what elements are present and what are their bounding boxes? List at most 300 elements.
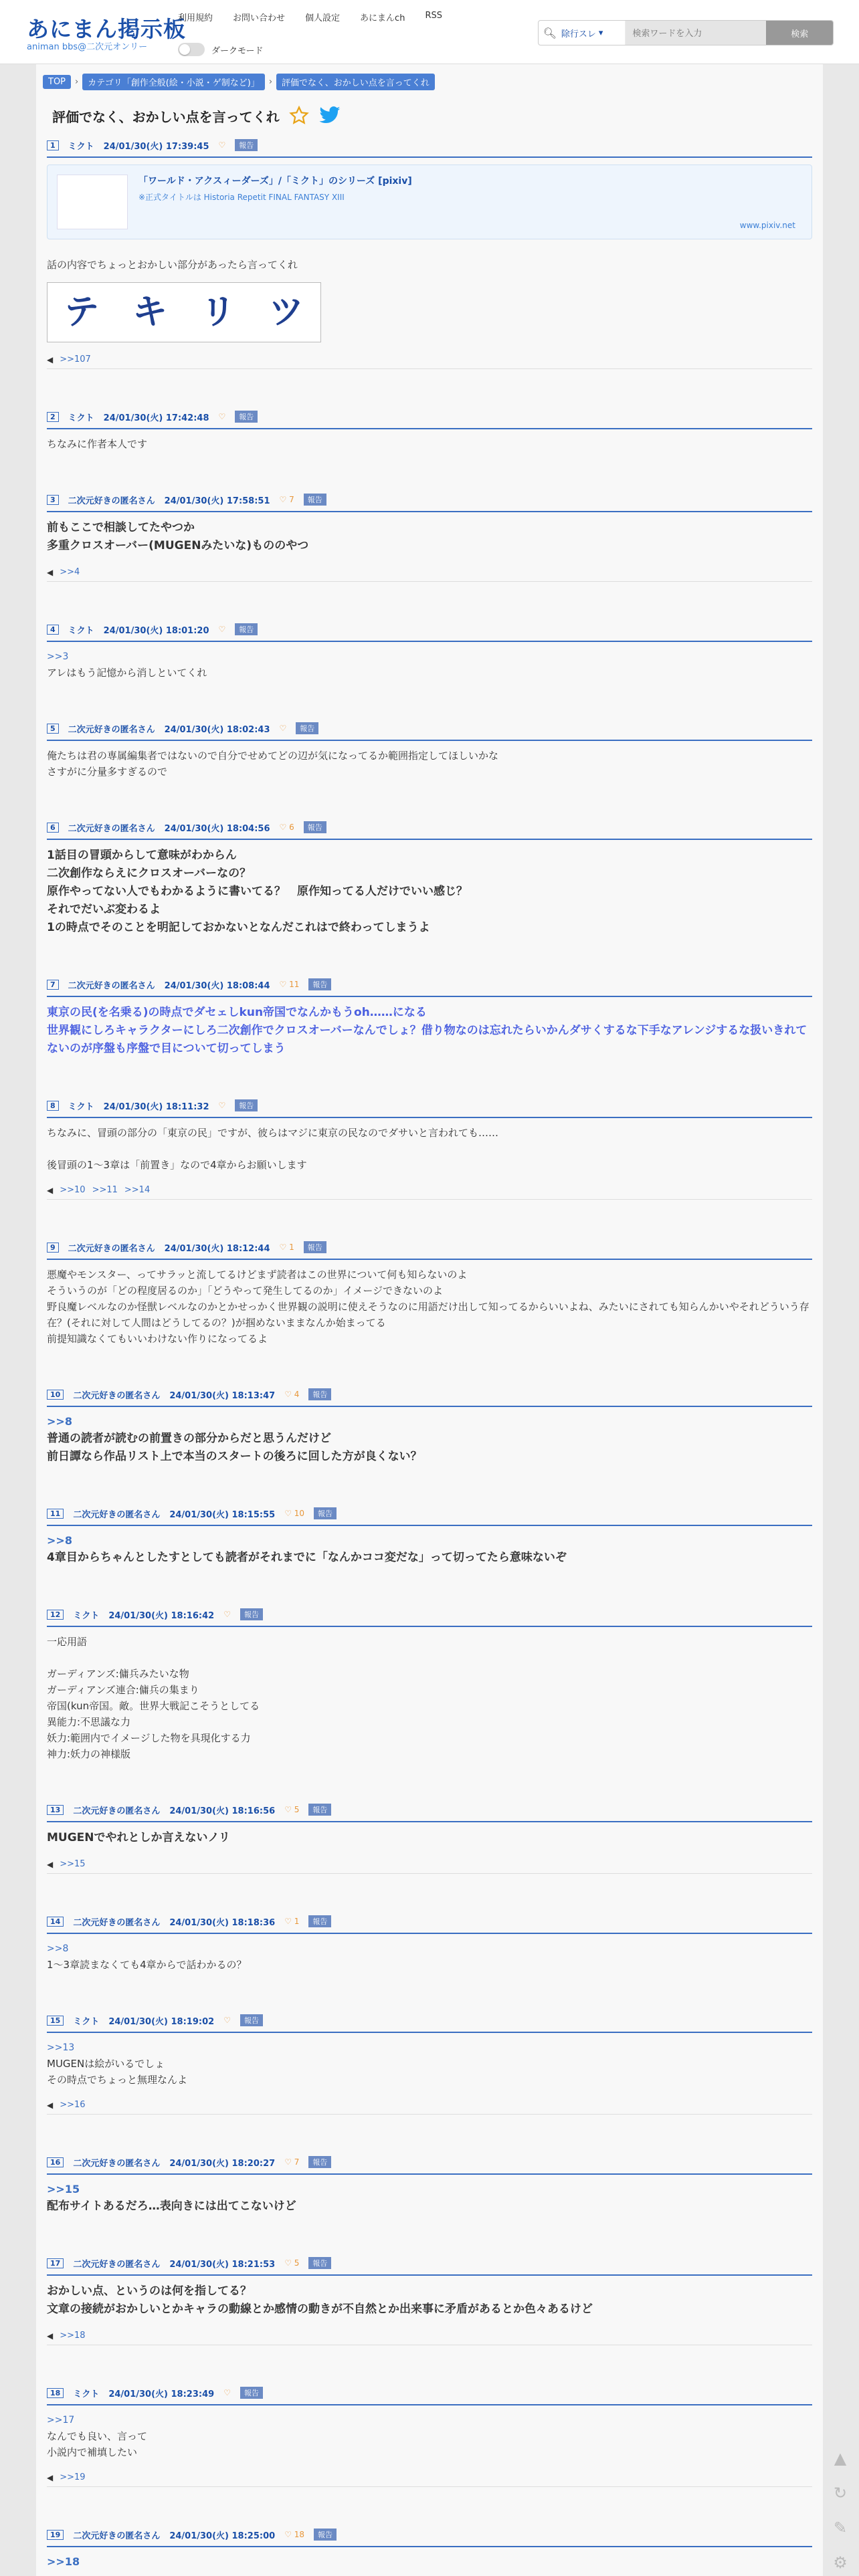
post-text-line: それでだいぶ変わるよ	[47, 903, 161, 916]
post-text-line: MUGENでやれとしか言えないノリ	[47, 1831, 230, 1844]
page-title: 評価でなく、おかしい点を言ってくれ	[52, 108, 280, 125]
post	[47, 1098, 812, 1240]
like-button[interactable]	[284, 1805, 299, 1814]
edit-icon[interactable]: ✎	[833, 2518, 848, 2537]
like-button[interactable]	[219, 1101, 226, 1110]
post-number[interactable]: 18	[47, 2388, 64, 2398]
post-number[interactable]: 17	[47, 2258, 64, 2268]
heart-icon: ♡	[284, 1390, 294, 1399]
post-header	[47, 2527, 812, 2547]
heart-icon: ♡	[284, 2157, 294, 2167]
site-header	[0, 0, 859, 64]
report-button[interactable]: 報告	[240, 2014, 263, 2026]
logo-main-text: あにまん掲示板	[27, 16, 186, 42]
post-text-line: アレはもう記憶から消しといてくれ	[47, 667, 207, 679]
post-number[interactable]: 14	[47, 1917, 64, 1927]
post-date: 24/01/30(火) 18:19:02	[108, 2016, 215, 2027]
twitter-icon[interactable]	[318, 106, 341, 125]
post	[47, 1506, 812, 1607]
reply-links	[47, 2472, 812, 2487]
reply-anchor[interactable]: >>15	[47, 2183, 80, 2195]
reply-icon: ◀	[47, 2100, 54, 2110]
like-count: 5	[294, 1805, 300, 1814]
heart-icon: ♡	[223, 1610, 231, 1619]
post-date: 24/01/30(火) 18:23:49	[108, 2389, 215, 2399]
post-number[interactable]: 5	[47, 724, 59, 734]
post-text-line: 前日譚なら作品リスト上で本当のスタートの後ろに回した方が良くない？	[47, 1450, 422, 1463]
post-author: 二次元好きの匿名さん	[73, 2158, 161, 2169]
post-body	[47, 165, 812, 342]
post-date: 24/01/30(火) 18:12:44	[164, 1243, 270, 1254]
report-button[interactable]: 報告	[304, 821, 326, 833]
post-text-line: 東京の民(を名乗る)の時点でダセェしkun帝国でなんかもうoh……になる	[47, 1006, 427, 1019]
post-text-line: 普通の読者が読むの前置きの部分からだと思うんだけど	[47, 1432, 331, 1445]
like-count: 1	[289, 1243, 294, 1252]
thread-title-row	[52, 106, 341, 126]
reply-link[interactable]: >>16	[60, 2100, 86, 2110]
post-number[interactable]: 4	[47, 625, 59, 635]
reply-link[interactable]: >>107	[60, 354, 91, 364]
post-body	[47, 2181, 812, 2216]
like-count: 1	[294, 1917, 300, 1926]
heart-icon: ♡	[218, 140, 226, 150]
post-author: 二次元好きの匿名さん	[68, 1243, 155, 1254]
post-body	[47, 847, 812, 937]
post-date: 24/01/30(火) 18:04:56	[164, 823, 270, 834]
post-number[interactable]: 11	[47, 1509, 64, 1519]
post-body	[47, 2282, 812, 2319]
heart-icon: ♡	[218, 1101, 226, 1110]
post-text-line: ちなみに作者本人です	[47, 438, 148, 450]
post-header	[47, 492, 812, 512]
report-button[interactable]: 報告	[240, 2387, 263, 2399]
post-number[interactable]: 6	[47, 823, 59, 833]
like-count: 10	[294, 1509, 305, 1518]
reply-links	[47, 354, 812, 369]
reply-links	[47, 2100, 812, 2115]
post-author: 二次元好きの匿名さん	[73, 2531, 161, 2541]
post-body	[47, 1267, 812, 1347]
post-date: 24/01/30(火) 18:02:43	[164, 724, 270, 735]
post-body	[47, 1634, 812, 1762]
dark-mode-control	[178, 43, 263, 56]
search-scope-value: 除行スレ	[561, 29, 596, 39]
like-button[interactable]	[219, 625, 226, 634]
post-text-line: 世界観にしろキャラクターにしろ二次創作でクロスオーバーなんでしょ？借り物なのは忘れたらいかんダサくするな下手なアレンジするな扱いきれてないのが序盤も序盤で目について切ってしまう	[47, 1024, 807, 1055]
like-button[interactable]	[219, 140, 226, 150]
reply-links	[47, 1185, 812, 1200]
post	[47, 492, 812, 622]
post-text-line: 一応用語	[47, 1636, 88, 1648]
reply-icon: ◀	[47, 2331, 54, 2341]
reply-icon: ◀	[47, 1859, 54, 1869]
like-count: 7	[289, 495, 294, 504]
post-body	[47, 2040, 812, 2088]
post-text-line: 前提知識なくてもいいわけない作りになってるよ	[47, 1333, 268, 1345]
reply-anchor[interactable]: >>13	[47, 2042, 75, 2053]
heart-icon: ♡	[284, 1805, 294, 1814]
report-button[interactable]: 報告	[308, 2156, 331, 2168]
dark-mode-toggle[interactable]	[178, 43, 205, 56]
post-date: 24/01/30(火) 18:25:00	[169, 2531, 276, 2541]
like-button[interactable]	[284, 2157, 299, 2167]
attached-image[interactable]	[47, 282, 321, 342]
post-body	[47, 1004, 812, 1058]
post-number[interactable]: 2	[47, 412, 59, 422]
top-nav	[178, 11, 442, 23]
reply-anchor[interactable]: >>18	[47, 2555, 80, 2568]
reply-anchor[interactable]: >>8	[47, 1415, 72, 1428]
breadcrumb-separator: ›	[75, 77, 79, 87]
search-scope-select[interactable]	[561, 27, 626, 39]
breadcrumb-category[interactable]: カテゴリ「創作全般(絵・小説・ゲ制など)」	[82, 74, 265, 90]
post-author: 二次元好きの匿名さん	[68, 823, 155, 834]
like-button[interactable]	[284, 1509, 304, 1518]
post-date: 24/01/30(火) 18:21:53	[169, 2259, 276, 2270]
like-count: 11	[289, 980, 300, 989]
post-text-line: その時点でちょっと無理なんよ	[47, 2074, 188, 2086]
post-author: 二次元好きの匿名さん	[68, 496, 155, 506]
like-count: 5	[294, 2258, 300, 2268]
report-button[interactable]: 報告	[314, 2529, 337, 2541]
post-date: 24/01/30(火) 18:11:32	[103, 1101, 209, 1112]
post-text-line: 1の時点でそのことを明記しておかないとなんだこれはで終わってしまうよ	[47, 921, 430, 934]
like-count: 7	[294, 2157, 300, 2167]
link-card[interactable]	[47, 165, 812, 239]
post-header	[47, 1387, 812, 1407]
heart-icon: ♡	[284, 1917, 294, 1926]
nav-animanch[interactable]: あにまんch	[360, 13, 405, 23]
post-text-line: 話の内容でちょっとおかしい部分があったら言ってくれ	[47, 259, 298, 271]
image-glyph: テ	[64, 292, 99, 332]
post	[47, 2013, 812, 2155]
post-author: ミクト	[68, 413, 94, 423]
image-glyph: キ	[132, 292, 167, 332]
heart-icon: ♡	[279, 980, 290, 989]
reply-link[interactable]: >>15	[60, 1859, 86, 1869]
post-body	[47, 1941, 812, 1973]
report-button[interactable]: 報告	[296, 722, 318, 734]
post-date: 24/01/30(火) 18:20:27	[169, 2158, 276, 2169]
like-button[interactable]	[284, 1917, 299, 1926]
post-header	[47, 2013, 812, 2033]
post-text-line: 文章の接続がおかしいとかキャラの動線とか感情の動きが不自然とか出来事に矛盾があるとか色々あるけど	[47, 2302, 593, 2316]
like-button[interactable]	[223, 1610, 231, 1619]
post	[47, 1240, 812, 1387]
heart-icon: ♡	[223, 2016, 231, 2025]
post-number[interactable]: 1	[47, 140, 59, 150]
report-button[interactable]: 報告	[308, 978, 331, 990]
post-header	[47, 1240, 812, 1260]
post-text-line: ちなみに、冒頭の部分の「東京の民」ですが、彼らはマジに東京の民なのでダサいと言われても……	[47, 1127, 499, 1139]
post	[47, 2527, 812, 2576]
report-button[interactable]: 報告	[235, 411, 258, 423]
like-button[interactable]	[284, 2258, 299, 2268]
post-text-line: 前もここで相談してたやつか	[47, 521, 195, 534]
breadcrumb-separator: ›	[268, 77, 273, 87]
search-button[interactable]: 検索	[766, 20, 833, 45]
post-header	[47, 721, 812, 741]
like-button[interactable]	[280, 980, 300, 989]
reply-link[interactable]: >>14	[124, 1185, 151, 1195]
post-text-line: ガーディアンズ:傭兵みたいな物	[47, 1668, 189, 1680]
breadcrumb-thread[interactable]: 評価でなく、おかしい点を言ってくれ	[276, 74, 435, 90]
post-header	[47, 622, 812, 642]
reply-link[interactable]: >>10	[60, 1185, 86, 1195]
like-button[interactable]	[284, 1390, 299, 1399]
post-text-line: 妖力:範囲内でイメージした物を具現化する力	[47, 1732, 251, 1744]
reply-anchor[interactable]: >>3	[47, 651, 69, 662]
post-body	[47, 649, 812, 681]
post-text-line: 4章目からちゃんとしたすとしても読者がそれまでに「なんかココ変だな」って切ってたら意味ないぞ	[47, 1551, 567, 1564]
post-header	[47, 1098, 812, 1118]
heart-icon: ♡	[218, 625, 226, 634]
heart-icon: ♡	[279, 724, 287, 733]
post-text-line: 悪魔やモンスター、ってサラッと流してるけどまず読者はこの世界について何も知らないのよ	[47, 1269, 468, 1281]
like-button[interactable]	[280, 495, 294, 504]
post	[47, 2385, 812, 2527]
post	[47, 138, 812, 409]
heart-icon: ♡	[284, 1509, 294, 1518]
like-button[interactable]	[223, 2388, 231, 2397]
site-logo[interactable]	[27, 16, 186, 52]
report-button[interactable]: 報告	[314, 1507, 337, 1519]
search-input[interactable]	[625, 20, 766, 45]
post	[47, 1914, 812, 2013]
search-bar	[538, 20, 834, 45]
post-body	[47, 1533, 812, 1567]
post-author: 二次元好きの匿名さん	[73, 2259, 161, 2270]
like-button[interactable]	[280, 823, 294, 832]
post-date: 24/01/30(火) 18:16:42	[108, 1610, 215, 1621]
post	[47, 1802, 812, 1914]
post-header	[47, 977, 812, 997]
like-count: 4	[294, 1390, 300, 1399]
post-author: ミクト	[68, 1101, 94, 1112]
post-number[interactable]: 15	[47, 2016, 64, 2026]
reply-anchor[interactable]: >>17	[47, 2415, 75, 2426]
link-card-title: 「ワールド・アクスィーダーズ」/「ミクト」のシリーズ [pixiv]	[138, 176, 412, 187]
report-button[interactable]: 報告	[235, 1099, 258, 1111]
post-header	[47, 1914, 812, 1934]
star-icon[interactable]	[289, 106, 309, 126]
post-author: 二次元好きの匿名さん	[73, 1509, 161, 1520]
post	[47, 1607, 812, 1802]
report-button[interactable]: 報告	[308, 2257, 331, 2269]
reply-link[interactable]: >>4	[60, 567, 80, 577]
post-number[interactable]: 3	[47, 495, 59, 505]
heart-icon: ♡	[284, 2258, 294, 2268]
post-text-line: さすがに分量多すぎるので	[47, 766, 168, 778]
report-button[interactable]: 報告	[235, 623, 258, 635]
report-button[interactable]: 報告	[235, 139, 258, 151]
post-date: 24/01/30(火) 17:58:51	[164, 496, 270, 506]
side-actions	[830, 2449, 851, 2575]
post-author: ミクト	[73, 2016, 100, 2027]
report-button[interactable]: 報告	[308, 1804, 331, 1816]
post	[47, 622, 812, 721]
post-text-line: ガーディアンズ連合:傭兵の集まり	[47, 1684, 199, 1696]
heart-icon: ♡	[218, 412, 226, 421]
post-author: ミクト	[68, 625, 94, 636]
breadcrumb	[43, 74, 435, 90]
reply-links	[47, 2331, 812, 2345]
post-number[interactable]: 12	[47, 1610, 64, 1620]
nav-contact[interactable]: お問い合わせ	[233, 13, 286, 23]
image-glyph: リ	[200, 292, 235, 332]
reply-link[interactable]: >>11	[92, 1185, 118, 1195]
post-date: 24/01/30(火) 18:13:47	[169, 1390, 276, 1401]
report-button[interactable]: 報告	[240, 1608, 263, 1620]
logo-sub-text: animan bbs@二次元オンリー	[27, 42, 148, 52]
reply-link[interactable]: >>19	[60, 2472, 86, 2482]
like-button[interactable]	[280, 724, 287, 733]
post	[47, 409, 812, 492]
like-button[interactable]	[219, 412, 226, 421]
nav-rss[interactable]: RSS	[425, 11, 442, 21]
post-body	[47, 2554, 812, 2570]
reply-links	[47, 567, 812, 582]
post-header	[47, 1506, 812, 1526]
post-text-line: おかしい点、というのは何を指してる？	[47, 2284, 252, 2298]
post-text-line: 多重クロスオーバー(MUGENみたいな)もののやつ	[47, 539, 309, 552]
post-body	[47, 748, 812, 780]
report-button[interactable]: 報告	[304, 1241, 326, 1253]
post-date: 24/01/30(火) 18:01:20	[103, 625, 209, 636]
post-number[interactable]: 10	[47, 1390, 64, 1400]
post-header	[47, 138, 812, 158]
post-body	[47, 2412, 812, 2460]
like-count: 18	[294, 2530, 305, 2539]
post-header	[47, 820, 812, 840]
nav-terms[interactable]: 利用規約	[178, 13, 213, 23]
post-text-line: 俺たちは君の専属編集者ではないので自分でせめてどの辺が気になってるか範囲指定してほしいかな	[47, 750, 499, 762]
post-author: 二次元好きの匿名さん	[68, 724, 155, 735]
reply-links	[47, 1859, 812, 1874]
post-number[interactable]: 13	[47, 1805, 64, 1815]
post-header	[47, 409, 812, 429]
reply-anchor[interactable]: >>8	[47, 1943, 69, 1954]
reload-icon[interactable]: ↻	[833, 2484, 848, 2502]
post	[47, 2256, 812, 2385]
post-number[interactable]: 7	[47, 980, 59, 990]
post-number[interactable]: 9	[47, 1243, 59, 1253]
post-number[interactable]: 8	[47, 1101, 59, 1111]
post-text-line	[47, 1650, 812, 1666]
post-number[interactable]: 16	[47, 2157, 64, 2167]
post-text-line: 小説内で補填したい	[47, 2446, 138, 2458]
image-glyph: ツ	[268, 292, 304, 332]
post-body	[47, 1125, 812, 1173]
post-text-line: 1〜3章読まなくても4章からで話わかるの？	[47, 1959, 247, 1971]
post	[47, 820, 812, 977]
post-author: 二次元好きの匿名さん	[68, 980, 155, 991]
post-date: 24/01/30(火) 18:18:36	[169, 1917, 276, 1928]
post	[47, 977, 812, 1098]
post-body	[47, 436, 812, 452]
breadcrumb-top[interactable]: TOP	[43, 75, 71, 89]
post	[47, 721, 812, 820]
dark-mode-label: ダークモード	[211, 45, 264, 56]
post-text-line: なんでも良い、言って	[47, 2430, 148, 2442]
search-icon: 🔍︎	[543, 26, 557, 39]
post-date: 24/01/30(火) 18:16:56	[169, 1806, 276, 1816]
link-card-url: www.pixiv.net	[739, 221, 795, 230]
post-number[interactable]: 19	[47, 2530, 64, 2540]
post-text-line: 原作やってない人でもわかるように書いてる？ 原作知ってる人だけでいい感じ？	[47, 885, 468, 898]
heart-icon: ♡	[223, 2388, 231, 2397]
post-author: 二次元好きの匿名さん	[73, 1390, 161, 1401]
post-header	[47, 2385, 812, 2405]
link-card-description: ※正式タイトルは Historia Repetit FINAL FANTASY XIII	[138, 193, 345, 202]
post-author: 二次元好きの匿名さん	[73, 1917, 161, 1928]
post-header	[47, 2155, 812, 2175]
post-text-line: 1話目の冒頭からして意味がわからん	[47, 849, 237, 862]
post-list	[47, 138, 812, 2576]
post-body	[47, 1414, 812, 1466]
scroll-top-icon[interactable]: ▲	[834, 2449, 847, 2468]
post-header	[47, 2256, 812, 2276]
post-text-line: 配布サイトあるだろ…表向きには出てこないけど	[47, 2199, 296, 2213]
post	[47, 1387, 812, 1506]
reply-icon: ◀	[47, 567, 54, 577]
post-header	[47, 1802, 812, 1822]
gear-icon[interactable]: ⚙	[833, 2553, 848, 2572]
post-text-line: 異能力:不思議な力	[47, 1716, 131, 1728]
report-button[interactable]: 報告	[308, 1915, 331, 1927]
heart-icon: ♡	[279, 495, 290, 504]
link-card-thumbnail	[57, 175, 128, 229]
reply-link[interactable]: >>18	[60, 2331, 86, 2341]
post	[47, 2155, 812, 2256]
main-content	[36, 64, 823, 2576]
post-text-line: そういうのが「どの程度居るのか」「どうやって発生してるのか」イメージできないのよ	[47, 1285, 444, 1297]
reply-anchor[interactable]: >>8	[47, 1534, 72, 1547]
post-author: ミクト	[68, 141, 94, 152]
reply-icon: ◀	[47, 2472, 54, 2482]
post-text-line: 後冒頭の1〜3章は「前置き」なので4章からお願いします	[47, 1159, 307, 1171]
report-button[interactable]: 報告	[308, 1388, 331, 1400]
post-body	[47, 519, 812, 555]
like-button[interactable]	[280, 1243, 294, 1252]
reply-icon: ◀	[47, 354, 54, 364]
post-text-line: MUGENは絵がいるでしょ	[47, 2058, 165, 2070]
heart-icon: ♡	[284, 2530, 294, 2539]
reply-icon: ◀	[47, 1185, 54, 1195]
post-header	[47, 1607, 812, 1627]
chevron-down-icon: ▾	[598, 27, 603, 38]
like-button[interactable]	[284, 2530, 304, 2539]
post-text-line: 野良魔レベルなのか怪獣レベルなのかとかせっかく世界観の説明に使えそうなのに用語だけ出して知ってるからいいよね、みたいにされても知らんかいやそれどういう存在？(それに対して人間はどうしてるの？)が掴めないままなんか始まってる	[47, 1301, 809, 1329]
post-author: 二次元好きの匿名さん	[73, 1806, 161, 1816]
heart-icon: ♡	[279, 1243, 290, 1252]
post-date: 24/01/30(火) 17:39:45	[103, 141, 209, 152]
like-count: 6	[289, 823, 294, 832]
report-button[interactable]: 報告	[304, 494, 326, 506]
post-text-line: 神力:妖力の神様版	[47, 1748, 131, 1760]
post-author: ミクト	[73, 2389, 100, 2399]
post-date: 24/01/30(火) 17:42:48	[103, 413, 209, 423]
post-date: 24/01/30(火) 18:15:55	[169, 1509, 276, 1520]
post-body	[47, 1829, 812, 1847]
post-text-line: 帝国(kun帝国。敵。世界大戦記こそうとしてる	[47, 1700, 260, 1712]
post-date: 24/01/30(火) 18:08:44	[164, 980, 270, 991]
like-button[interactable]	[223, 2016, 231, 2025]
post-text-line	[47, 1141, 812, 1157]
post-author: ミクト	[73, 1610, 100, 1621]
heart-icon: ♡	[279, 823, 290, 832]
nav-settings[interactable]: 個人設定	[305, 13, 341, 23]
